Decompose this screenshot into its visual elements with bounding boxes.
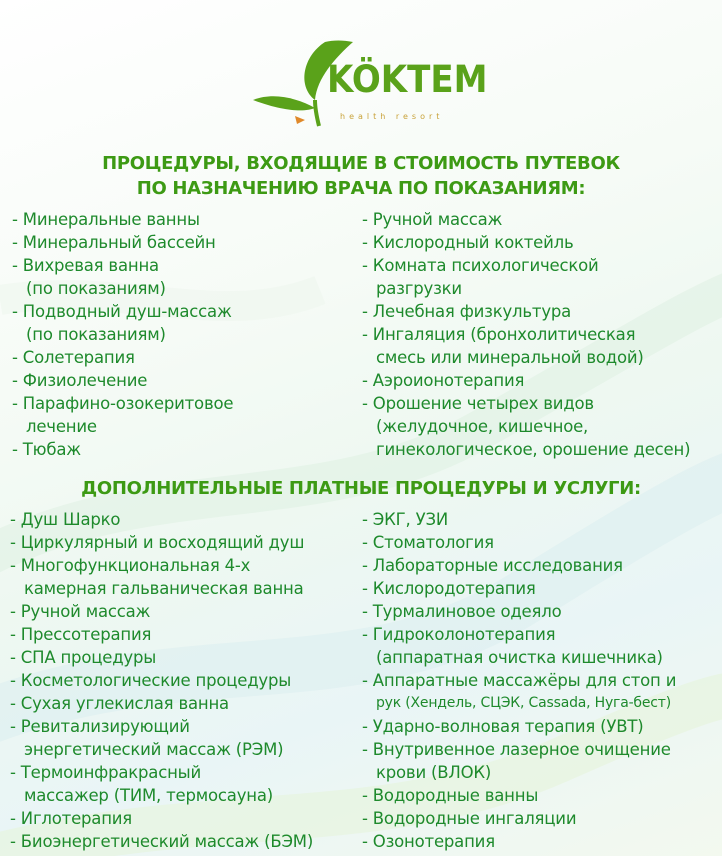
list-item: - Озонотерапия	[362, 832, 495, 851]
brand-tagline: health resort	[340, 112, 444, 121]
list-item: - Циркулярный и восходящий душ	[10, 533, 305, 552]
list-item: - Ручной массаж	[362, 210, 503, 229]
list-item: - Ревитализирующий энергетический массаж (РЭМ)	[10, 717, 284, 759]
list-item: - Комната психологической разгрузки	[362, 256, 599, 298]
list-item: - Гидроколонотерапия (аппаратная очистка кишечника)	[362, 625, 663, 667]
list-item: - Ударно-волновая терапия (УВТ)	[362, 717, 644, 736]
list-item: - Многофункциональная 4-х камерная гальваническая ванна	[10, 556, 304, 598]
list-item: - Ингаляция (бронхолитическая смесь или минеральной водой)	[362, 325, 644, 367]
list-item: - Прессотерапия	[10, 625, 152, 644]
list-item: - Минеральный бассейн	[12, 233, 216, 252]
list-item: - Подводный душ-массаж (по показаниям)	[12, 302, 232, 344]
section1-heading	[0, 151, 722, 201]
list-item: - Водородные ванны	[362, 786, 539, 805]
section1-heading-line2: ПО НАЗНАЧЕНИЮ ВРАЧА ПО ПОКАЗАНИЯМ:	[136, 178, 586, 199]
list-item: - Аэроионотерапия	[362, 371, 525, 390]
list-item: - Биоэнергетический массаж (БЭМ)	[10, 832, 314, 851]
list-item: - Кислородотерапия	[362, 579, 536, 598]
list-item: - Орошение четырех видов (желудочное, кишечное, гинекологическое, орошение десен)	[362, 394, 691, 459]
section2-left-list	[10, 508, 313, 853]
section2-heading: ДОПОЛНИТЕЛЬНЫЕ ПЛАТНЫЕ ПРОЦЕДУРЫ И УСЛУГИ:	[81, 478, 641, 499]
list-item: - Кислородный коктейль	[362, 233, 574, 252]
list-item: - Лабораторные исследования	[362, 556, 623, 575]
list-item: - Парафино-озокеритовое лечение	[12, 394, 234, 436]
list-item: - Минеральные ванны	[12, 210, 200, 229]
section1-left-list	[12, 208, 233, 461]
list-item: - Турмалиновое одеяло	[362, 602, 562, 621]
list-item: - Аппаратные массажёры для стоп и рук (Хендель, СЦЭК, Cassada, Нуга-бест)	[362, 671, 677, 711]
section1-heading-line1: ПРОЦЕДУРЫ, ВХОДЯЩИЕ В СТОИМОСТЬ ПУТЕВОК	[102, 153, 620, 174]
list-item: - Физиолечение	[12, 371, 148, 390]
list-item: - Термоинфракрасный массажер (ТИМ, термосауна)	[10, 763, 273, 805]
list-item: - Душ Шарко	[10, 510, 121, 529]
brand-name: KÖKTEM	[327, 58, 488, 101]
list-item: - Водородные ингаляции	[362, 809, 577, 828]
list-item: - СПА процедуры	[10, 648, 157, 667]
list-item: - Иглотерапия	[10, 809, 133, 828]
list-item: - Лечебная физкультура	[362, 302, 572, 321]
list-item: - Внутривенное лазерное очищение крови (ВЛОК)	[362, 740, 671, 782]
section2-right-list	[362, 508, 676, 853]
list-item: - Сухая углекислая ванна	[10, 694, 229, 713]
section1-right-list	[362, 208, 690, 461]
list-item: - Ручной массаж	[10, 602, 151, 621]
list-item: - Тюбаж	[12, 440, 81, 459]
list-item: - Косметологические процедуры	[10, 671, 292, 690]
list-item: - ЭКГ, УЗИ	[362, 510, 448, 529]
list-item: - Вихревая ванна (по показаниям)	[12, 256, 166, 298]
list-item: - Солетерапия	[12, 348, 135, 367]
list-item: - Стоматология	[362, 533, 494, 552]
